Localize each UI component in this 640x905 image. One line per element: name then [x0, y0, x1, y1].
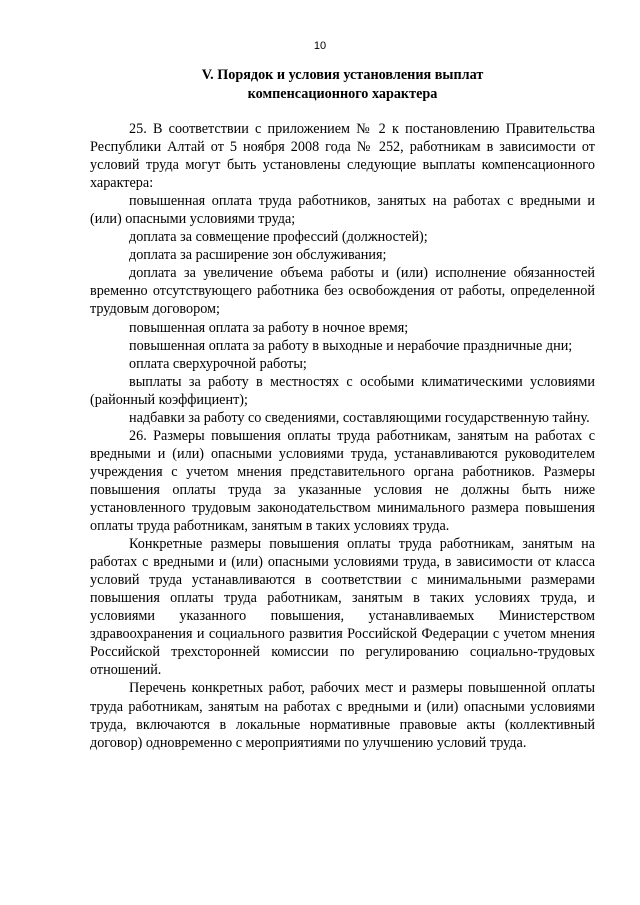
section-title-line-2: компенсационного характера	[247, 86, 438, 102]
list-item-night-work: повышенная оплата за работу в ночное время;	[129, 319, 409, 336]
page-number: 10	[313, 40, 327, 52]
list-item-state-secret: надбавки за работу со сведениями, составляющими государственную тайну.	[129, 409, 590, 426]
paragraph-25-intro: 25. В соответствии с приложением № 2 к постановлению Правительства Республики Алтай от 5 ноября 2008 года № 252, работникам в зависимости от условий труда могут быть установлены следующие выплаты компенсационного характера:	[90, 121, 595, 192]
list-item-combined-professions: доплата за совмещение профессий (должностей);	[129, 229, 428, 246]
paragraph-26: 26. Размеры повышения оплаты труда работникам, занятым на работах с вредными и (или) опасными условиями труда, устанавливаются руководителем учреждения с учетом мнения представительного органа работников. Размеры повышения оплаты труда за указанные условия не должны быть ниже установленного трудовым законодательством минимального размера повышения оплаты труда работникам, занятым в таких условиях труда.	[90, 427, 595, 535]
section-title	[90, 66, 595, 104]
list-item-extra-workload: доплата за увеличение объема работы и (или) исполнение обязанностей временно отсутствующего работника без освобождения от работы, определенной трудовым договором;	[90, 265, 595, 318]
list-item-regional-coefficient: выплаты за работу в местностях с особыми климатическими условиями (районный коэффициент);	[90, 373, 595, 408]
section-title-line-1: V. Порядок и условия установления выплат	[201, 67, 484, 83]
document-body	[90, 120, 595, 752]
list-item-hazardous-pay: повышенная оплата труда работников, занятых на работах с вредными и (или) опасными условиями труда;	[90, 193, 595, 228]
paragraph-specific-sizes: Конкретные размеры повышения оплаты труда работникам, занятым на работах с вредными и (или) опасными условиями труда, в зависимости от класса условий труда устанавливаются в соответствии с минимальными размерами повышения оплаты труда работникам, занятым в таких условиях труда, и условиями указанного повышения, устанавливаемых Министерством здравоохранения и социального развития Российской Федерации с учетом мнения Российской трехсторонней комиссии по регулированию социально-трудовых отношений.	[90, 536, 595, 679]
list-item-service-zones: доплата за расширение зон обслуживания;	[129, 247, 387, 264]
paragraph-list-of-works: Перечень конкретных работ, рабочих мест и размеры повышенной оплаты труда работникам, занятым на работах с вредными и (или) опасными условиями труда, включаются в локальные нормативные правовые акты (коллективный договор) одновременно с мероприятиями по улучшению условий труда.	[90, 680, 595, 751]
list-item-holiday-work: повышенная оплата за работу в выходные и нерабочие праздничные дни;	[129, 337, 573, 354]
list-item-overtime: оплата сверхурочной работы;	[129, 355, 307, 372]
